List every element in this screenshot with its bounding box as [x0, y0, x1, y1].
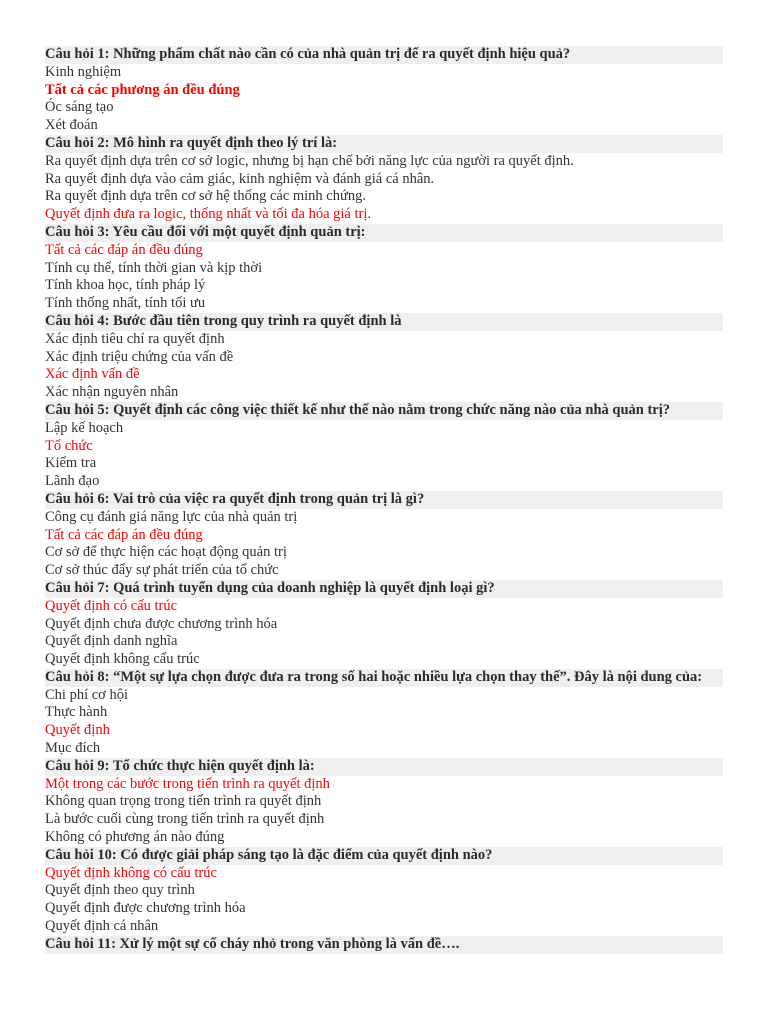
answer-option: Xác nhận nguyên nhân: [45, 384, 179, 401]
answer-option: Quyết định danh nghĩa: [45, 633, 178, 650]
correct-answer-option: Quyết định không có cấu trúc: [45, 864, 217, 881]
answer-option: Mục đích: [45, 740, 101, 757]
correct-answer-option: Tất cả các đáp án đều đúng: [45, 241, 203, 258]
answer-option: Ra quyết định dựa vào cảm giác, kinh nghiệm và đánh giá cá nhân.: [45, 170, 435, 187]
answer-option: Không quan trọng trong tiến trình ra quyết định: [45, 793, 322, 810]
answer-option: Quyết định không cấu trúc: [45, 651, 200, 668]
question-block: [45, 135, 723, 224]
answer-option: Cơ sở để thực hiện các hoạt động quản trị: [45, 544, 287, 561]
answer-option: Ra quyết định dựa trên cơ sở hệ thống các minh chứng.: [45, 188, 366, 205]
correct-answer-option: Tất cả các đáp án đều đúng: [45, 526, 203, 543]
question-text: Câu hỏi 4: Bước đầu tiên trong quy trình ra quyết định là: [45, 313, 723, 331]
correct-answer-option: Quyết định có cấu trúc: [45, 597, 178, 614]
question-block: [45, 847, 723, 936]
question-text: Câu hỏi 11: Xử lý một sự cố cháy nhỏ trong văn phòng là vấn đề….: [45, 936, 723, 954]
answer-option: Tính thống nhất, tính tối ưu: [45, 295, 206, 312]
question-block: [45, 402, 723, 491]
answer-option: Tính khoa học, tính pháp lý: [45, 277, 206, 294]
question-block: [45, 313, 723, 402]
answer-option: Công cụ đánh giá năng lực của nhà quản trị: [45, 508, 298, 525]
question-block: [45, 224, 723, 313]
question-text: Câu hỏi 5: Quyết định các công việc thiết kế như thế nào nằm trong chức năng nào của nhà quản trị?: [45, 402, 723, 420]
correct-answer-option: Quyết định đưa ra logic, thống nhất và tối đa hóa giá trị.: [45, 206, 371, 223]
answer-option: Quyết định chưa được chương trình hóa: [45, 615, 278, 632]
answer-option: Là bước cuối cùng trong tiến trình ra quyết định: [45, 811, 325, 828]
answer-option: Kinh nghiệm: [45, 63, 122, 80]
correct-answer-option: Một trong các bước trong tiến trình ra quyết định: [45, 775, 330, 792]
answer-option: Lãnh đạo: [45, 473, 100, 490]
answer-option: Tính cụ thể, tính thời gian và kịp thời: [45, 259, 263, 276]
question-block: [45, 46, 723, 135]
question-text: Câu hỏi 1: Những phẩm chất nào cần có của nhà quản trị để ra quyết định hiệu quả?: [45, 46, 723, 64]
answer-option: Ra quyết định dựa trên cơ sở logic, nhưng bị hạn chế bởi năng lực của người ra quyết định.: [45, 152, 574, 169]
question-text: Câu hỏi 2: Mô hình ra quyết định theo lý trí là:: [45, 135, 723, 153]
answer-option: Chi phí cơ hội: [45, 686, 128, 703]
question-block: [45, 758, 723, 847]
question-text: Câu hỏi 9: Tổ chức thực hiện quyết định là:: [45, 758, 723, 776]
answer-option: Không có phương án nào đúng: [45, 829, 225, 846]
question-block: [45, 491, 723, 580]
correct-answer-option: Tất cả các phương án đều đúng: [45, 81, 240, 98]
question-text: Câu hỏi 7: Quá trình tuyển dụng của doanh nghiệp là quyết định loại gì?: [45, 580, 723, 598]
answer-option: Xác định tiêu chí ra quyết định: [45, 330, 225, 347]
answer-option: Xác định triệu chứng của vấn đề: [45, 348, 234, 365]
answer-option: Thực hành: [45, 704, 108, 721]
answer-option: Xét đoán: [45, 117, 98, 134]
correct-answer-option: Quyết định: [45, 722, 110, 739]
question-text: Câu hỏi 6: Vai trò của việc ra quyết định trong quản trị là gì?: [45, 491, 723, 509]
answer-option: Lập kế hoạch: [45, 419, 124, 436]
answer-option: Quyết định cá nhân: [45, 918, 159, 935]
question-text: Câu hỏi 8: “Một sự lựa chọn được đưa ra trong số hai hoặc nhiều lựa chọn thay thế”. Đây là nội dung của:: [45, 669, 723, 687]
question-block: [45, 669, 723, 758]
answer-option: Quyết định theo quy trình: [45, 882, 195, 899]
answer-option: Kiểm tra: [45, 455, 97, 472]
question-text: Câu hỏi 10: Có được giải pháp sáng tạo là đặc điểm của quyết định nào?: [45, 847, 723, 865]
question-text: Câu hỏi 3: Yêu cầu đối với một quyết định quản trị:: [45, 224, 723, 242]
answer-option: Óc sáng tạo: [45, 99, 114, 116]
correct-answer-option: Tổ chức: [45, 437, 93, 454]
answer-option: Quyết định được chương trình hóa: [45, 900, 246, 917]
answer-option: Cơ sở thúc đẩy sự phát triển của tổ chức: [45, 562, 279, 579]
correct-answer-option: Xác định vấn đề: [45, 366, 140, 383]
question-block: [45, 580, 723, 669]
question-block: [45, 936, 723, 954]
